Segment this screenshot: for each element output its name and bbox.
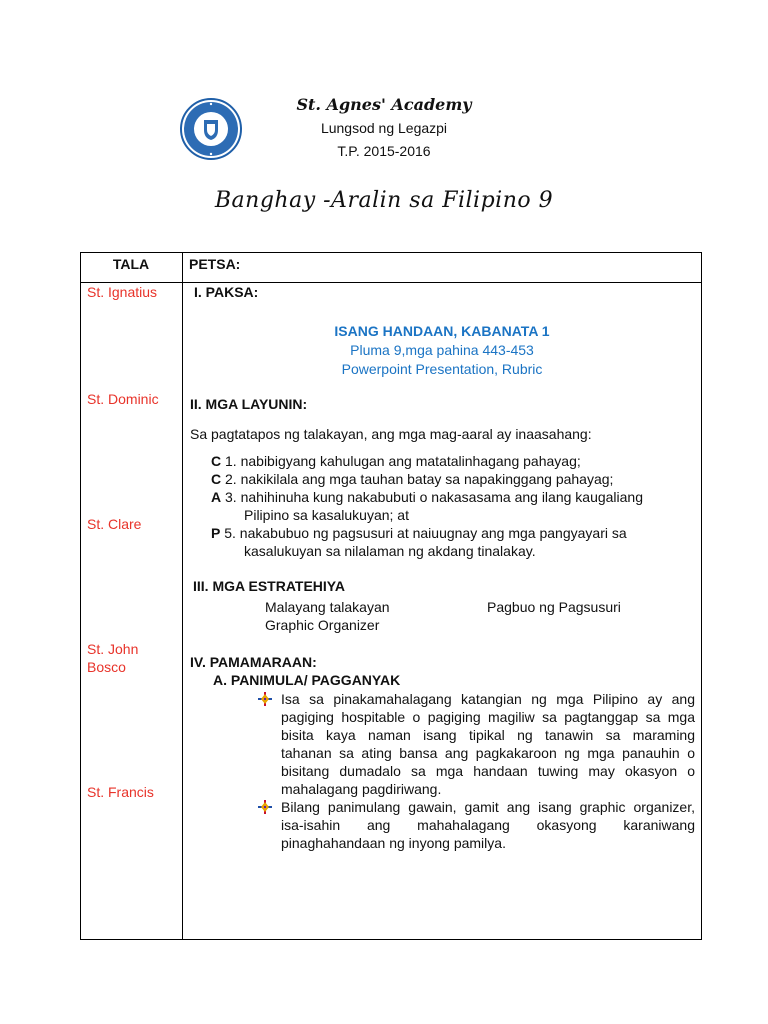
arrow-bullet-icon (258, 800, 272, 814)
paksa-materials: Powerpoint Presentation, Rubric (341, 361, 543, 377)
bullet-line: Bilang panimulang gawain, gamit ang isang graphic organizer, (281, 799, 695, 815)
estratehiya-item-1: Malayang talakayan (265, 599, 390, 615)
section-st-clare: St. Clare (87, 516, 142, 532)
table-header-divider (80, 282, 702, 283)
objective-text: 3. nahihinuha kung nakabubuti o nakasasama ang ilang kaugaliang (225, 489, 644, 505)
bullet-line: Isa sa pinakamahalagang katangian ng mga Pilipino ay ang (281, 691, 695, 707)
bullet-line: bisitang dumadalo sa mga handaan tuwing may okasyon o (281, 763, 695, 779)
layunin-label: II. MGA LAYUNIN: (190, 396, 308, 412)
bullet-line: tahanan sa ating bansa ang pagkakaroon ng mga panauhin o (281, 745, 695, 761)
bullet-line: pagiging hospitable o pagiging magiliw sa pagtanggap sa mga (281, 709, 695, 725)
objective-3 (211, 489, 681, 505)
section-st-john-line2: Bosco (87, 659, 126, 675)
estratehiya-item-3: Graphic Organizer (265, 617, 380, 633)
objective-text: kasalukuyan sa nilalaman ng akdang tinalakay. (244, 543, 536, 559)
pamamaraan-label: IV. PAMAMARAAN: (190, 654, 317, 670)
paksa-label: I. PAKSA: (194, 284, 259, 300)
section-st-dominic: St. Dominic (87, 391, 159, 407)
section-st-ignatius: St. Ignatius (87, 284, 158, 300)
bullet-line: isa-isahin ang mahahalagang okasyong karaniwang (281, 817, 695, 833)
objective-5-continued (244, 543, 714, 559)
objective-text: 2. nakikilala ang mga tauhan batay sa napakinggang pahayag; (225, 471, 614, 487)
school-city: Lungsod ng Legazpi (320, 120, 448, 136)
panimula-label: A. PANIMULA/ PAGGANYAK (213, 672, 401, 688)
objective-text: 5. nakabubuo ng pagsusuri at naiuugnay ang mga pangyayari sa (224, 525, 627, 541)
column-header-tala: TALA (112, 256, 150, 272)
objective-code: C (211, 453, 222, 469)
objective-code: P (211, 525, 221, 541)
school-year: T.P. 2015-2016 (337, 143, 431, 159)
layunin-intro: Sa pagtatapos ng talakayan, ang mga mag-aaral ay inaasahang: (190, 426, 592, 442)
pagganyak-bullet-2 (281, 798, 695, 852)
estratehiya-item-2: Pagbuo ng Pagsusuri (487, 599, 621, 615)
section-st-john-line1: St. John (87, 641, 139, 657)
objective-2 (211, 471, 681, 487)
paksa-reference: Pluma 9,mga pahina 443-453 (350, 342, 534, 358)
section-st-francis: St. Francis (87, 784, 154, 800)
document-title: Banghay -Aralin sa Filipino 9 (214, 188, 554, 213)
objective-code: A (211, 489, 222, 505)
paksa-title: ISANG HANDAAN, KABANATA 1 (334, 323, 550, 339)
pagganyak-bullet-1 (281, 690, 695, 798)
objective-3-continued (244, 507, 714, 523)
estratehiya-label: III. MGA ESTRATEHIYA (193, 578, 345, 594)
school-name: St. Agnes' Academy (296, 95, 472, 114)
arrow-bullet-icon (258, 692, 272, 706)
objective-text: 1. nabibigyang kahulugan ang matatalinhagang pahayag; (225, 453, 581, 469)
bullet-line: pinaghahandaan ng inyong pamilya. (281, 835, 506, 851)
objective-5 (211, 525, 681, 541)
column-header-petsa: PETSA: (189, 256, 241, 272)
objective-code: C (211, 471, 222, 487)
bullet-line: bisita kaya naman isang tipikal ng tanawin sa maraming (281, 727, 695, 743)
objective-1 (211, 453, 681, 469)
objective-text: Pilipino sa kasalukuyan; at (244, 507, 409, 523)
bullet-line: mahalagang pagdiriwang. (281, 781, 442, 797)
